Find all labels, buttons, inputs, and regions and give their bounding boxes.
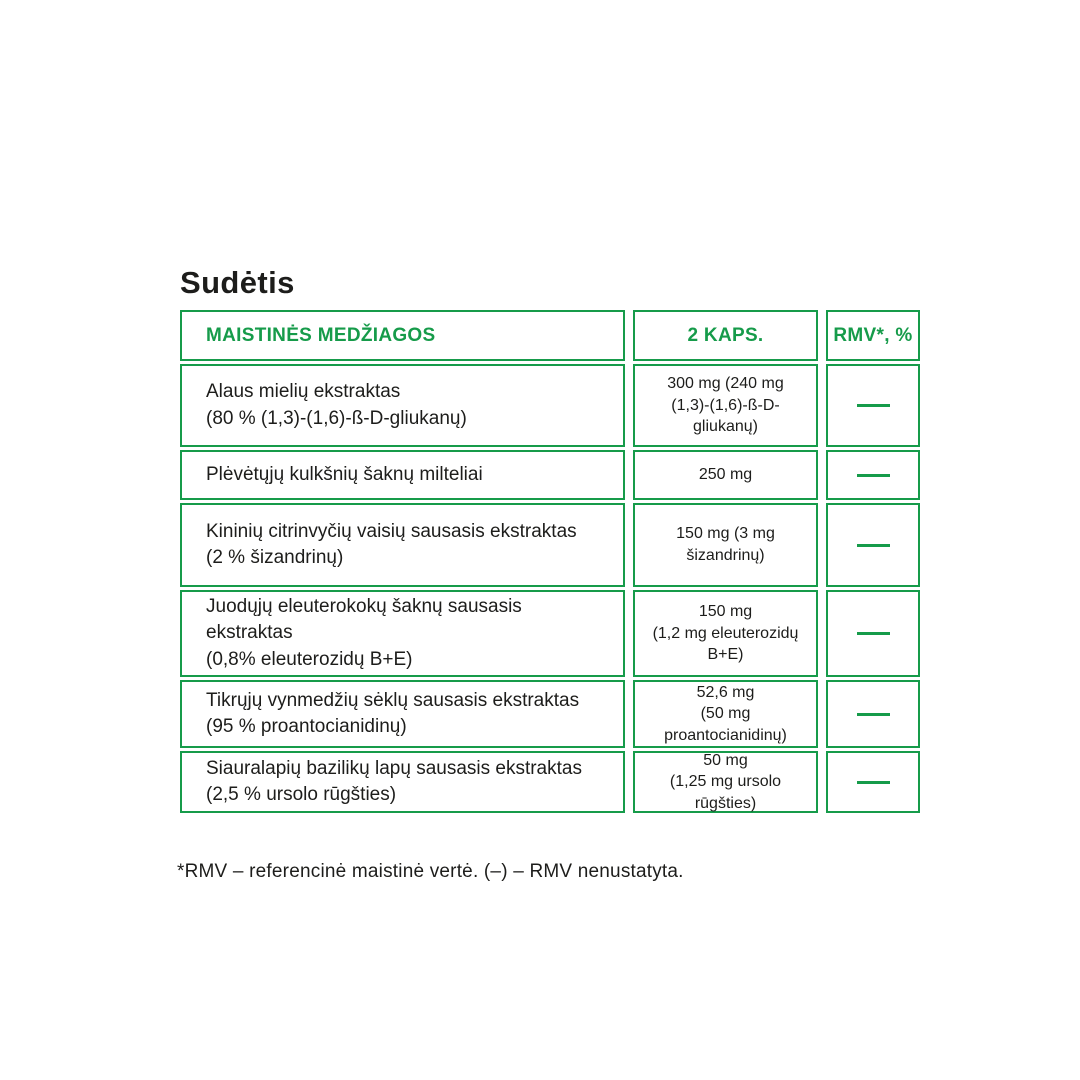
rmv-dash <box>857 544 890 547</box>
rmv-footnote: *RMV – referencinė maistinė vertė. (–) – RMV nenustatyta. <box>177 861 684 882</box>
nutrient-line: (2,5 % ursolo rūgšties) <box>206 784 397 805</box>
header-rmv-percent: RMV*, % <box>826 310 920 361</box>
amount-line: 52,6 mg <box>696 683 755 701</box>
nutrient-cell <box>180 503 625 587</box>
rmv-cell <box>826 680 920 748</box>
amount-cell <box>633 680 818 748</box>
nutrient-line: (2 % šizandrinų) <box>206 547 344 568</box>
nutrient-line: (95 % proantocianidinų) <box>206 716 407 737</box>
rmv-dash <box>857 404 890 407</box>
amount-line: (1,3)-(1,6)-ß-D-gliukanų) <box>671 396 780 436</box>
nutrient-line: (0,8% eleuterozidų B+E) <box>206 648 413 670</box>
rmv-dash <box>857 632 890 635</box>
rmv-cell <box>826 503 920 587</box>
amount-line: 150 mg (3 mg šizandrinų) <box>676 525 775 564</box>
amount-line: (1,25 mg ursolo rūgšties) <box>669 773 782 812</box>
amount-cell <box>633 751 818 813</box>
amount-line: 250 mg <box>698 466 753 484</box>
nutrient-line: Tikrųjų vynmedžių sėklų sausasis ekstraktas <box>206 689 580 711</box>
page-title: Sudėtis <box>180 264 295 300</box>
amount-line: (50 mg proantocianidinų) <box>664 705 787 744</box>
nutrient-cell <box>180 364 625 447</box>
nutrient-line: Alaus mielių ekstraktas <box>206 381 401 403</box>
amount-line: 300 mg (240 mg <box>667 375 784 393</box>
amount-line: 150 mg <box>698 603 753 621</box>
rmv-dash <box>857 713 890 716</box>
rmv-cell <box>826 590 920 677</box>
amount-cell <box>633 364 818 447</box>
nutrient-cell <box>180 680 625 748</box>
nutrient-line: Plėvėtųjų kulkšnių šaknų milteliai <box>206 463 483 485</box>
rmv-cell <box>826 364 920 447</box>
rmv-dash <box>857 474 890 477</box>
nutrient-cell <box>180 751 625 813</box>
amount-line: 50 mg <box>703 751 748 769</box>
nutrient-line: Juodųjų eleuterokokų šaknų sausasis ekstraktas <box>206 596 522 644</box>
amount-cell <box>633 450 818 500</box>
amount-line: (1,2 mg eleuterozidų B+E) <box>652 624 799 664</box>
nutrient-line: Siauralapių bazilikų lapų sausasis ekstraktas <box>206 757 582 779</box>
nutrient-line: Kininių citrinvyčių vaisių sausasis ekstraktas <box>206 520 577 542</box>
nutrient-cell <box>180 450 625 500</box>
header-nutrients: MAISTINĖS MEDŽIAGOS <box>180 310 625 361</box>
nutrient-cell <box>180 590 625 677</box>
nutrient-line: (80 % (1,3)-(1,6)-ß-D-gliukanų) <box>206 407 467 429</box>
nutrition-facts-table <box>180 310 920 813</box>
rmv-cell <box>826 751 920 813</box>
header-per-2-caps: 2 KAPS. <box>633 310 818 361</box>
rmv-cell <box>826 450 920 500</box>
amount-cell <box>633 503 818 587</box>
rmv-dash <box>857 781 890 784</box>
amount-cell <box>633 590 818 677</box>
